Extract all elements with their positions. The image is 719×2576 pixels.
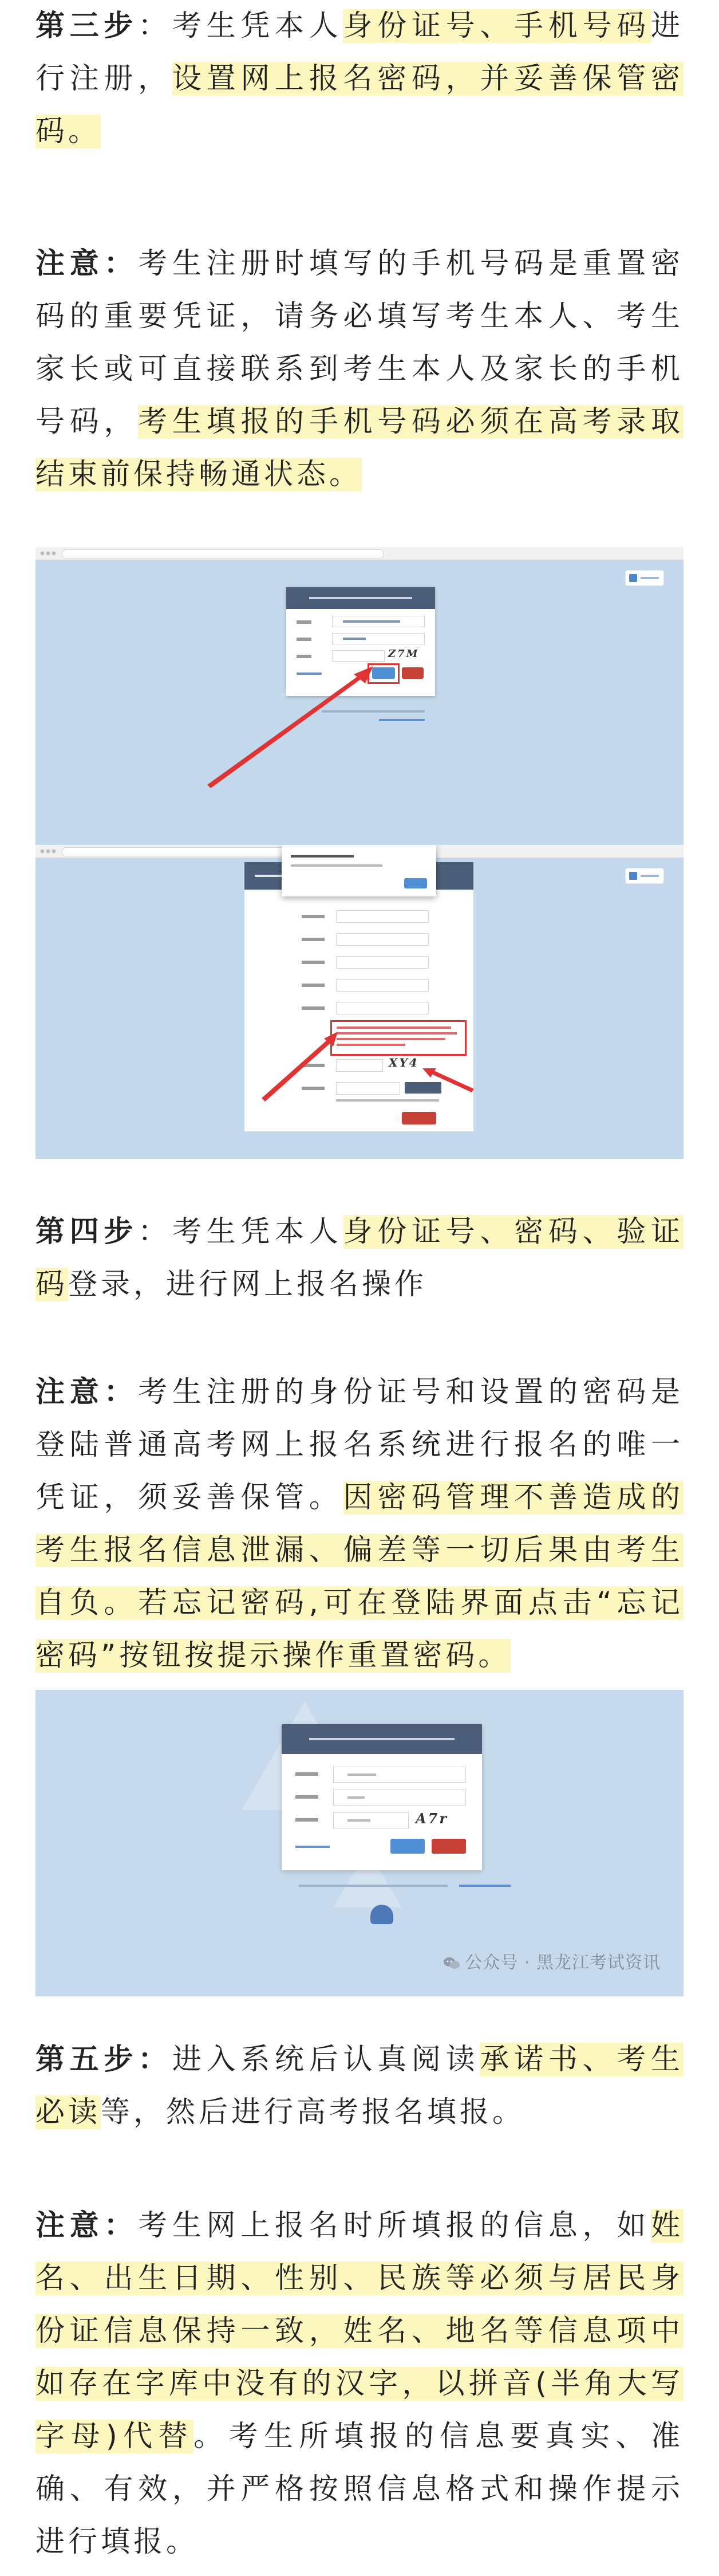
step3-highlight-2: 设置网上报名密码，并妥善保管密码。: [35, 62, 684, 148]
step3-text-1: 考生凭本人: [172, 9, 343, 43]
step5-paragraph: [35, 2034, 684, 2139]
id-input[interactable]: [333, 1767, 466, 1783]
note3-text-1: 考生网上报名时所填报的信息，如: [138, 2209, 651, 2243]
register-link[interactable]: [295, 1846, 330, 1848]
note2-paragraph: [35, 1366, 684, 1682]
password-field-label: [295, 1795, 318, 1799]
note3-highlight: 姓名、出生日期、性别、民族等必须与居民身份证信息保持一致，姓名、地名等信息项中如存在字库中没有的汉字，以拼音(半角大写字母)代替: [35, 2209, 684, 2453]
captcha-field-label: [295, 1818, 318, 1822]
reset-button[interactable]: [432, 1839, 466, 1854]
step4-colon: ：: [138, 1215, 172, 1249]
note3-paragraph: [35, 2200, 684, 2569]
captcha-image[interactable]: Z7M: [388, 648, 420, 660]
step4-paragraph: [35, 1206, 684, 1311]
step3-label: 第三步: [35, 9, 139, 43]
footer-link[interactable]: [459, 1885, 511, 1887]
note2-label: 注意：: [35, 1375, 139, 1409]
step3-text-2: 进行注册，: [35, 9, 684, 96]
login-dialog: [282, 1724, 482, 1870]
step5-text-1: 进入系统后认真阅读: [172, 2043, 480, 2076]
note1-highlight: 考生填报的手机号码必须在高考录取结束前保持畅通状态。: [35, 405, 684, 491]
arrow-line: [262, 1040, 330, 1102]
password-input[interactable]: [333, 1790, 466, 1806]
login-dialog-title: [309, 1738, 455, 1740]
step5-text-2: 等，然后进行高考报名填报。: [101, 2095, 526, 2129]
note3-text-2: 。考生所填报的信息要真实、准确、有效，并严格按照信息格式和操作提示进行填报。: [35, 2420, 684, 2559]
login-screenshot: [35, 547, 684, 851]
captcha-input-placeholder: [347, 1819, 370, 1822]
step4-label: 第四步: [35, 1215, 139, 1249]
login-button[interactable]: [390, 1839, 425, 1854]
step3-highlight-1: 身份证号、手机号码: [343, 9, 651, 43]
login-screenshot-2: [35, 1690, 684, 1996]
arrow-annotation: [35, 547, 684, 851]
captcha-input[interactable]: [333, 1812, 409, 1828]
watermark-text: 公众号 · 黑龙江考试资讯: [465, 1953, 661, 1973]
step3-colon: ：: [138, 9, 172, 43]
captcha-image[interactable]: A7r: [416, 1810, 448, 1827]
step5-label: 第五步：: [35, 2043, 172, 2076]
wechat-icon: [443, 1956, 460, 1970]
login-dialog-header: [282, 1724, 482, 1754]
id-input-placeholder: [347, 1773, 376, 1776]
step4-text-2: 登录，进行网上报名操作: [68, 1268, 428, 1301]
arrow-line: [207, 674, 363, 788]
note1-text: 考生注册时填写的手机号码是重置密码的重要凭证，请务必填写考生本人、考生家长或可直接联系到考生本人及家长的手机号码，: [35, 247, 684, 439]
footer-text: [299, 1885, 448, 1887]
captcha-image[interactable]: XY4: [389, 1056, 419, 1069]
note3-label: 注意：: [35, 2209, 139, 2243]
step4-highlight: 身份证号、密码、验证码: [35, 1215, 684, 1301]
arrow-annotations: [35, 845, 684, 1159]
password-input-placeholder: [347, 1796, 365, 1799]
watermark: [443, 1948, 661, 1973]
note1-paragraph: [35, 238, 684, 501]
note2-highlight: 因密码管理不善造成的考生报名信息泄漏、偏差等一切后果由考生自负。若忘记密码,可在登陆界面点击“忘记密码”按钮按提示操作重置密码。: [35, 1481, 684, 1673]
step3-paragraph: [35, 0, 684, 158]
site-logo: [370, 1905, 393, 1924]
register-screenshot: [35, 845, 684, 1159]
id-field-label: [295, 1772, 318, 1776]
arrow-line: [432, 1071, 474, 1092]
step5-highlight: 承诺书、考生必读: [35, 2043, 684, 2129]
note1-label: 注意：: [35, 247, 139, 281]
note2-text: 考生注册的身份证号和设置的密码是登陆普通高考网上报名系统进行报名的唯一凭证，须妥善保管。: [35, 1375, 684, 1515]
step4-text-1: 考生凭本人: [172, 1215, 343, 1249]
